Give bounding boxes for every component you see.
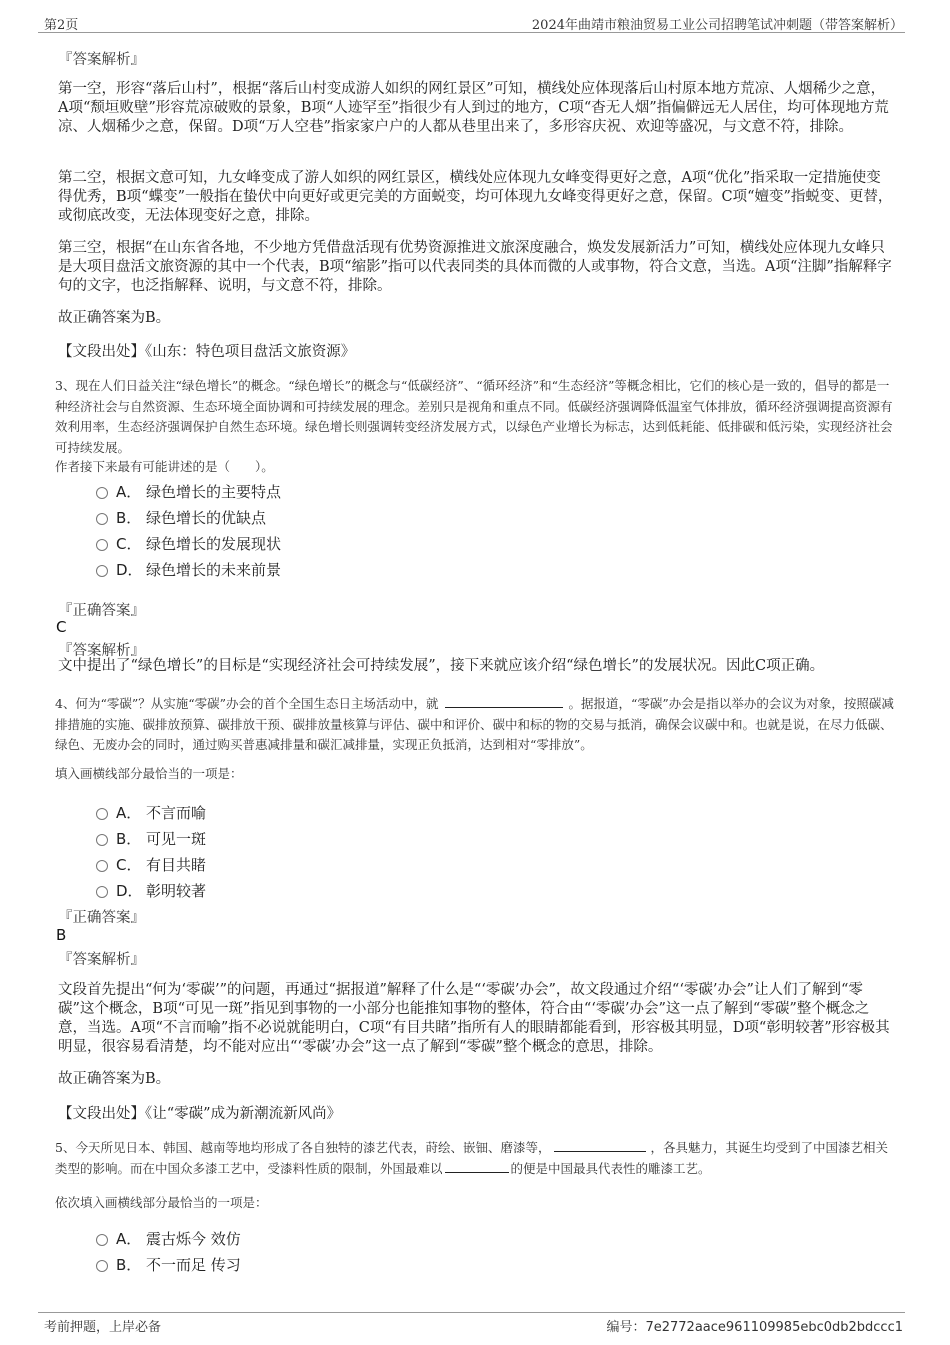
option-a[interactable]: A． 不言而喻: [96, 802, 206, 823]
page-header: [38, 12, 905, 33]
source-citation: 【文段出处】《让“零碳”成为新潮流新风尚》: [58, 1106, 342, 1122]
fill-blank-1: [554, 1139, 646, 1152]
option-b[interactable]: B． 不一而足 传习: [96, 1254, 241, 1275]
question-3-stem: 3、现在人们日益关注“绿色增长”的概念。“绿色增长”的概念与“低碳经济”、“循环经济”和“生态经济”等概念相比，它们的核心是一致的，倡导的都是一种经济社会与自然资源、生态环境全面协调和可持续发展的理念。差别只是视角和重点不同。低碳经济强调降低温室气体排放，循环经济强调提高资源有效利用率，生态经济强调保护自然生态环境。绿色增长则强调转变经济发展方式，以绿色产业增长为标志，达到低耗能、低排碳和低污染，实现经济社会可持续发展。: [55, 378, 893, 455]
analysis-label: 『答案解析』: [58, 52, 145, 68]
analysis-paragraph-1: 第一空，形容“落后山村”，根据“落后山村变成游人如织的网红景区”可知，横线处应体现落后山村原本地方荒凉、人烟稀少之意，A项“颓垣败壁”形容荒凉破败的景象，B项“人迹罕至”指很少有人到过的地方，C项“杳无人烟”指偏僻远无人居住，均可体现地方荒凉、人烟稀少之意，保留。D项“万人空巷”指家家户户的人都从巷里出来了，多形容庆祝、欢迎等盛况，与文意不符，排除。: [58, 81, 889, 135]
radio-icon[interactable]: [96, 1234, 108, 1246]
document-id: 编号：7e2772aace961109985ebc0db2bdccc1: [606, 1320, 903, 1335]
fill-blank: [445, 695, 563, 708]
question-4-stem: 4、何为“零碳”？从实施“零碳”办会的首个全国生态日主场活动中，就 。据报道，“零碳”办会是指以举办的会议为对象，按照碳减排措施的实施、碳排放预算、碳排放干预、碳排放量核算与评估、碳中和评价、碳中和标的物的交易与抵消，确保会议碳中和。也就是说，在尽力低碳、绿色、无废办会的同时，通过购买普惠减排量和碳汇减排量，实现正负抵消，达到相对“零排放”。: [55, 696, 894, 752]
question-4-analysis: 文段首先提出“何为‘零碳’”的问题，再通过“据报道”解释了什么是“‘零碳’办会”，故文段通过介绍“‘零碳’办会”让人们了解到“零碳”这个概念，B项“可见一斑”指见到事物的一小部分也能推知事物的整体，符合由“‘零碳’办会”这一点了解到“零碳”整个概念之意，当选。A项“不言而喻”指不必说就能明白，C项“有目共睹”指所有人的眼睛都能看到，形容极其明显，D项“彰明较著”形容极其明显，很容易看清楚，均不能对应出“‘零碳’办会”这一点了解到“零碳”整个概念的意思，排除。: [58, 982, 890, 1055]
correct-answer-label: 『正确答案』: [58, 603, 145, 619]
footer-slogan: 考前押题，上岸必备: [44, 1320, 162, 1335]
conclusion: 故正确答案为B。: [58, 1071, 171, 1087]
question-5-prompt: 依次填入画横线部分最恰当的一项是：: [55, 1195, 268, 1210]
analysis-label: 『答案解析』: [58, 952, 145, 968]
analysis-paragraph-3: 第三空，根据“在山东省各地，不少地方凭借盘活现有优势资源推进文旅深度融合，焕发发展新活力”可知，横线处应体现九女峰只是大项目盘活文旅资源的其中一个代表，B项“缩影”指可以代表同类的具体而微的人或事物，符合文意，当选。A项“注脚”指解释字句的文字，也泛指解释、说明，与文意不符，排除。: [58, 240, 892, 294]
fill-blank-2: [445, 1160, 509, 1173]
conclusion: 故正确答案为B。: [58, 310, 171, 326]
radio-icon[interactable]: [96, 539, 108, 551]
radio-icon[interactable]: [96, 886, 108, 898]
analysis-paragraph-2: 第二空，根据文意可知，九女峰变成了游人如织的网红景区，横线处应体现九女峰变得更好之意，A项“优化”指采取一定措施使变得优秀，B项“蝶变”一般指在蛰伏中向更好或更完美的方面蜕变，均可体现九女峰变得更好之意，保留。C项“嬗变”指蜕变、更替，或彻底改变，无法体现变好之意，排除。: [58, 170, 893, 224]
option-b[interactable]: B． 可见一斑: [96, 828, 206, 849]
radio-icon[interactable]: [96, 487, 108, 499]
correct-answer: C: [56, 618, 67, 636]
radio-icon[interactable]: [96, 513, 108, 525]
radio-icon[interactable]: [96, 808, 108, 820]
page-number: 第2页: [44, 18, 79, 33]
option-d[interactable]: D． 彰明较著: [96, 880, 206, 901]
option-a[interactable]: A． 绿色增长的主要特点: [96, 481, 281, 502]
document-title: 2024年曲靖市粮油贸易工业公司招聘笔试冲刺题（带答案解析）: [531, 18, 903, 33]
question-3-prompt: 作者接下来最有可能讲述的是（ ）。: [55, 459, 274, 474]
source-citation: 【文段出处】《山东：特色项目盘活文旅资源》: [58, 344, 356, 360]
question-5-stem: 5、今天所见日本、韩国、越南等地均形成了各自独特的漆艺代表，莳绘、嵌钿、磨漆等， ，各具魅力，其诞生均受到了中国漆艺相关类型的影响。而在中国众多漆工艺中，受漆料性质的限制，外国最难以 的便是中国最具代表性的雕漆工艺。: [55, 1140, 888, 1176]
radio-icon[interactable]: [96, 834, 108, 846]
option-b[interactable]: B． 绿色增长的优缺点: [96, 507, 266, 528]
radio-icon[interactable]: [96, 1260, 108, 1272]
option-a[interactable]: A． 震古烁今 效仿: [96, 1228, 241, 1249]
question-4-prompt: 填入画横线部分最恰当的一项是：: [55, 766, 243, 781]
correct-answer-label: 『正确答案』: [58, 910, 145, 926]
page-footer: [38, 1312, 905, 1335]
option-c[interactable]: C． 有目共睹: [96, 854, 206, 875]
radio-icon[interactable]: [96, 860, 108, 872]
radio-icon[interactable]: [96, 565, 108, 577]
option-c[interactable]: C． 绿色增长的发展现状: [96, 533, 281, 554]
question-3-analysis: 文中提出了“绿色增长”的目标是“实现经济社会可持续发展”，接下来就应该介绍“绿色增长”的发展状况。因此C项正确。: [58, 658, 825, 674]
option-d[interactable]: D． 绿色增长的未来前景: [96, 559, 281, 580]
analysis-label: 『答案解析』: [58, 643, 145, 659]
correct-answer: B: [56, 926, 67, 944]
